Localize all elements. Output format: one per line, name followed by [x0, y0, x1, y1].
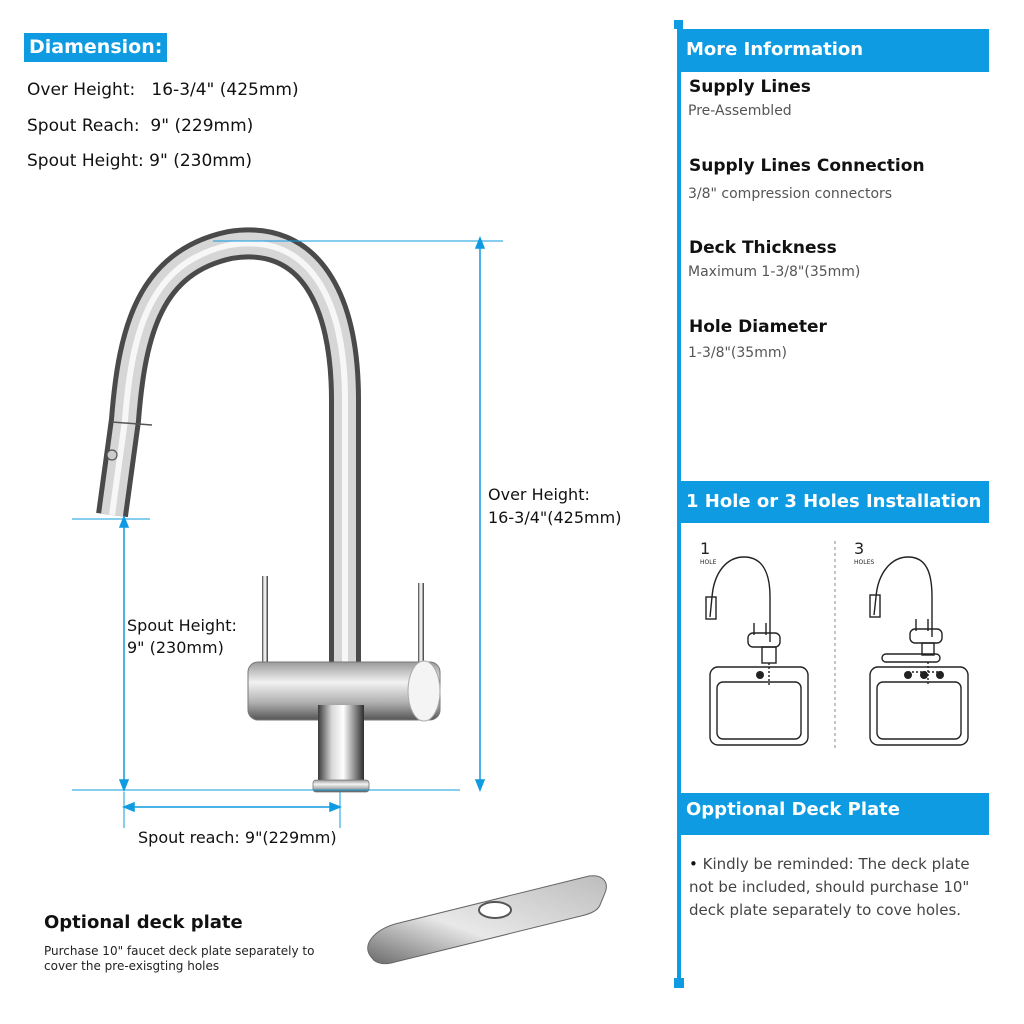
over-height-label: Over Height: — [488, 485, 590, 504]
deck-plate-note — [689, 853, 979, 922]
hole-diameter-value: 1-3/8"(35mm) — [688, 345, 787, 361]
three-holes-number: 3 — [854, 539, 865, 558]
dimension-title: Diamension: — [24, 33, 167, 62]
spout-height-spec: Spout Height: 9" (230mm) — [27, 151, 253, 171]
over-height-value: 16-3/4"(425mm) — [488, 508, 622, 527]
spout-height-value: 9" (230mm) — [127, 638, 224, 657]
optional-deck-plate-title: Optional deck plate — [44, 912, 243, 933]
optional-deck-plate-description: Purchase 10" faucet deck plate separately to cover the pre-exisgting holes — [44, 944, 315, 973]
three-holes-caption: HOLES — [854, 559, 875, 566]
deck-thickness-title: Deck Thickness — [689, 238, 837, 258]
installation-diagram — [682, 527, 988, 761]
supply-lines-value: Pre-Assembled — [688, 103, 792, 119]
deck-thickness-value: Maximum 1-3/8"(35mm) — [688, 264, 861, 280]
one-hole-caption: HOLE — [700, 559, 717, 566]
installation-header: 1 Hole or 3 Holes Installation — [679, 481, 989, 523]
spout-reach-spec: Spout Reach: 9" (229mm) — [27, 116, 254, 136]
rail-cap-top — [674, 20, 683, 29]
deck-plate-image — [368, 876, 607, 964]
over-height-spec: Over Height: 16-3/4" (425mm) — [27, 80, 299, 100]
deck-plate-note-text: Kindly be reminded: The deck plate not be included, should purchase 10" deck plate separately to cove holes. — [689, 855, 970, 919]
supply-lines-title: Supply Lines — [689, 77, 811, 97]
one-hole-number: 1 — [700, 539, 711, 558]
bullet-icon: • — [689, 855, 698, 873]
supply-lines-connection-title: Supply Lines Connection — [689, 156, 925, 176]
deck-plate-note-header: Opptional Deck Plate — [679, 793, 989, 835]
rail-cap-bottom — [674, 978, 684, 988]
spout-height-label: Spout Height: — [127, 616, 237, 635]
more-information-header: More Information — [679, 29, 989, 72]
hole-diameter-title: Hole Diameter — [689, 317, 827, 337]
spout-reach-label: Spout reach: 9"(229mm) — [138, 828, 337, 847]
supply-lines-connection-value: 3/8" compression connectors — [688, 186, 893, 202]
